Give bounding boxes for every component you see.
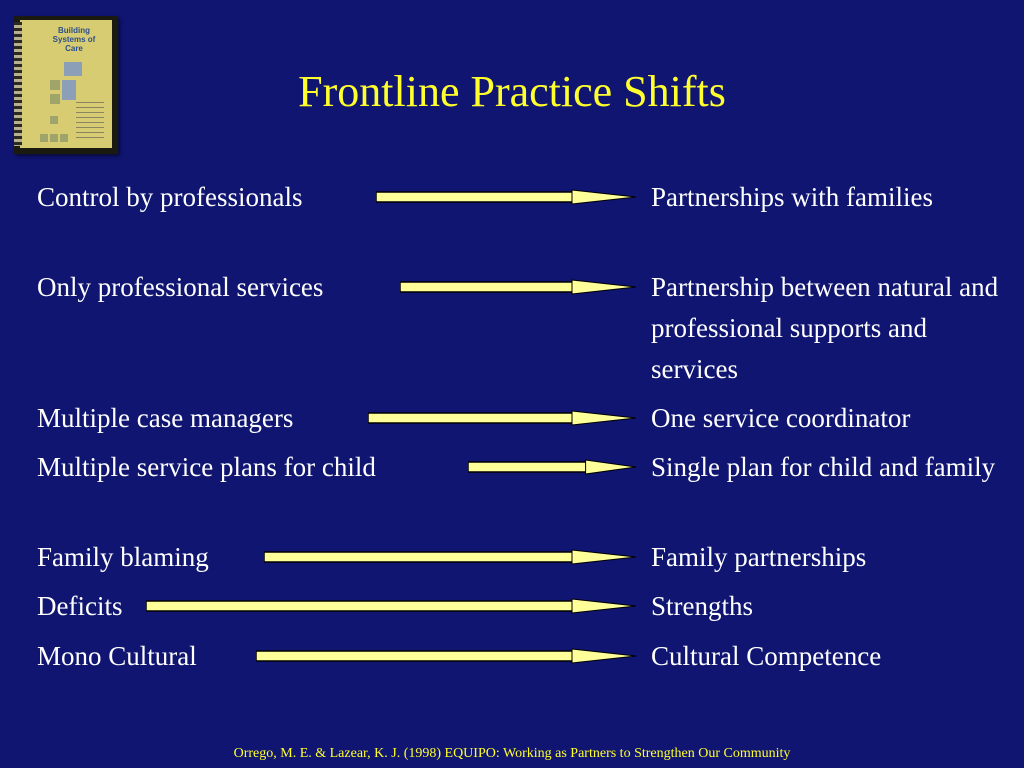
shift-to-text: Single plan for child and family bbox=[651, 452, 996, 482]
right-arrow-icon bbox=[264, 549, 636, 565]
shift-to-text: Partnership between natural and professional supports and services bbox=[651, 272, 999, 384]
shift-from-text: Deficits bbox=[37, 591, 123, 621]
shift-from-text: Control by professionals bbox=[37, 182, 303, 212]
shift-from-text: Mono Cultural bbox=[37, 641, 197, 671]
right-arrow-icon bbox=[468, 459, 636, 475]
shift-to-text: Family partnerships bbox=[651, 542, 867, 572]
citation-footer: Orrego, M. E. & Lazear, K. J. (1998) EQUIPO: Working as Partners to Strengthen Our Community bbox=[233, 746, 791, 761]
book-cover-title: Building Systems of Care bbox=[52, 26, 96, 53]
shift-to-text: Strengths bbox=[651, 591, 754, 621]
right-arrow-icon bbox=[256, 648, 636, 664]
shift-from-text: Multiple service plans for child bbox=[37, 452, 376, 482]
shift-from-text: Only professional services bbox=[37, 272, 324, 302]
right-arrow-icon bbox=[376, 189, 636, 205]
shift-from-text: Multiple case managers bbox=[37, 403, 294, 433]
right-arrow-icon bbox=[146, 598, 636, 614]
right-arrow-icon bbox=[400, 279, 636, 295]
right-arrow-icon bbox=[368, 410, 636, 426]
shift-to-text: Partnerships with families bbox=[651, 182, 933, 212]
shift-from-text: Family blaming bbox=[37, 542, 209, 572]
slide-title: Frontline Practice Shifts bbox=[298, 67, 726, 116]
shift-to-text: Cultural Competence bbox=[651, 641, 882, 671]
shift-to-text: One service coordinator bbox=[651, 403, 911, 433]
